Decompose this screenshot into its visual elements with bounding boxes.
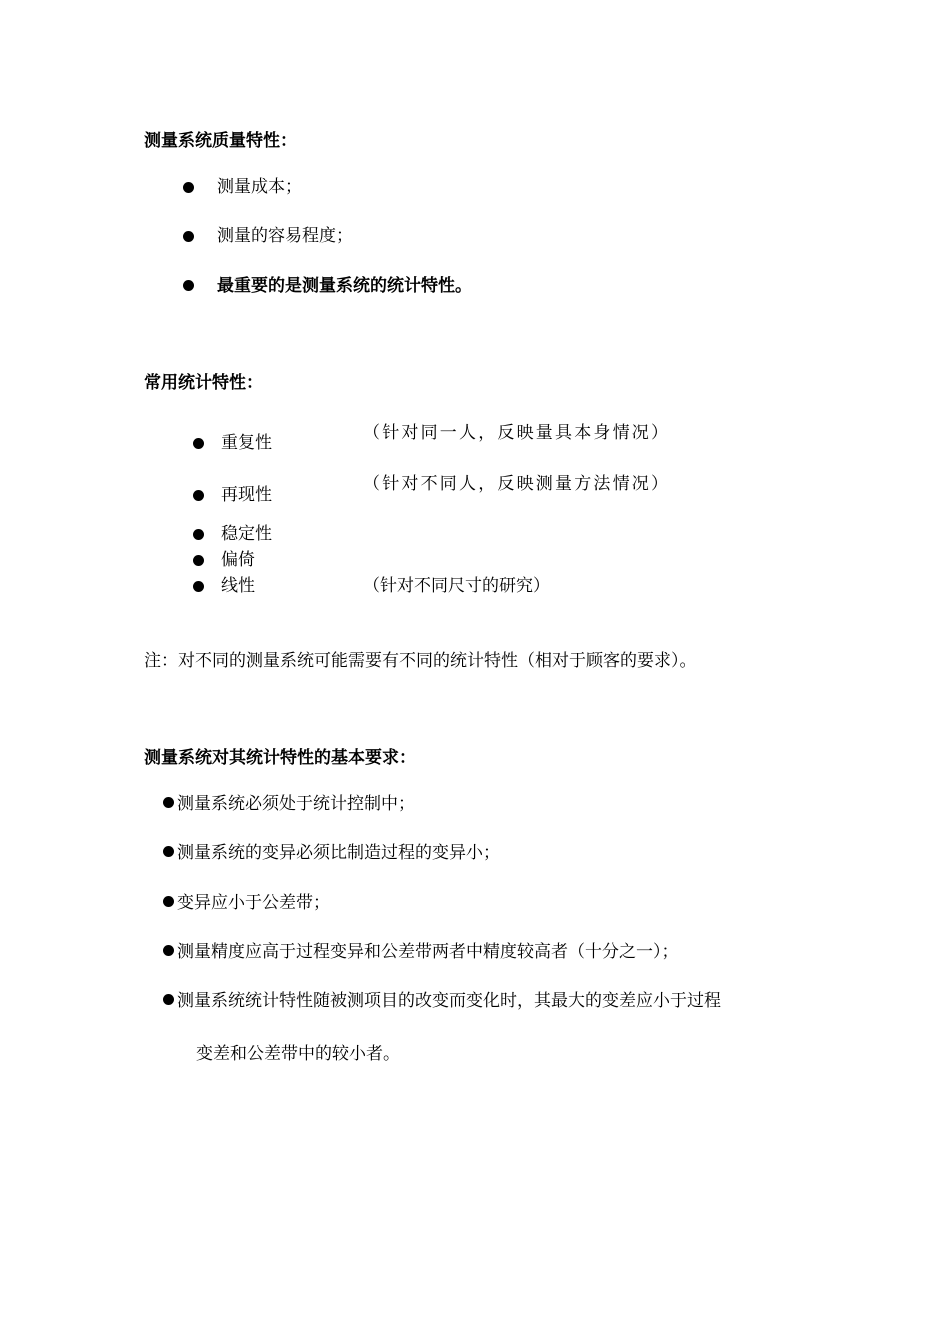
requirement-continuation: 变差和公差带中的较小者。: [196, 1044, 400, 1064]
requirement-item: 变异应小于公差带；: [163, 893, 330, 913]
stat-note-linearity: （针对不同尺寸的研究）: [363, 576, 550, 596]
note-text: 注：对不同的测量系统可能需要有不同的统计特性（相对于顾客的要求）。: [144, 651, 697, 671]
stat-item-reproducibility: 再现性: [221, 485, 272, 505]
stat-item-linearity: 线性: [221, 576, 255, 596]
requirement-item: 测量系统必须处于统计控制中；: [163, 794, 415, 814]
bullet-icon: [163, 945, 174, 956]
stat-item-stability: 稳定性: [221, 524, 272, 544]
requirement-item: 测量系统统计特性随被测项目的改变而变化时，其最大的变差应小于过程: [163, 991, 721, 1011]
bullet-icon: [193, 438, 204, 449]
section1-heading: 测量系统质量特性：: [144, 131, 297, 151]
stat-item-bias: 偏倚: [221, 550, 255, 570]
section2-heading: 常用统计特性：: [144, 373, 263, 393]
bullet-icon: [163, 994, 174, 1005]
bullet-icon: [193, 555, 204, 566]
bullet-icon: [193, 581, 204, 592]
quality-item-statistical: 最重要的是测量系统的统计特性。: [217, 276, 472, 296]
bullet-icon: [163, 797, 174, 808]
stat-item-repeatability: 重复性: [221, 433, 272, 453]
stat-note-repeatability: （针对同一人，反映量具本身情况）: [363, 423, 671, 443]
bullet-icon: [163, 896, 174, 907]
stat-note-reproducibility: （针对不同人，反映测量方法情况）: [363, 474, 671, 494]
requirement-item: 测量系统的变异必须比制造过程的变异小；: [163, 843, 500, 863]
bullet-icon: [193, 529, 204, 540]
quality-item-cost: 测量成本；: [217, 177, 302, 197]
bullet-icon: [183, 280, 194, 291]
requirement-item: 测量精度应高于过程变异和公差带两者中精度较高者（十分之一）；: [163, 942, 679, 962]
bullet-icon: [183, 231, 194, 242]
quality-item-ease: 测量的容易程度；: [217, 226, 353, 246]
bullet-icon: [183, 182, 194, 193]
bullet-icon: [193, 490, 204, 501]
bullet-icon: [163, 846, 174, 857]
section3-heading: 测量系统对其统计特性的基本要求：: [144, 748, 416, 768]
